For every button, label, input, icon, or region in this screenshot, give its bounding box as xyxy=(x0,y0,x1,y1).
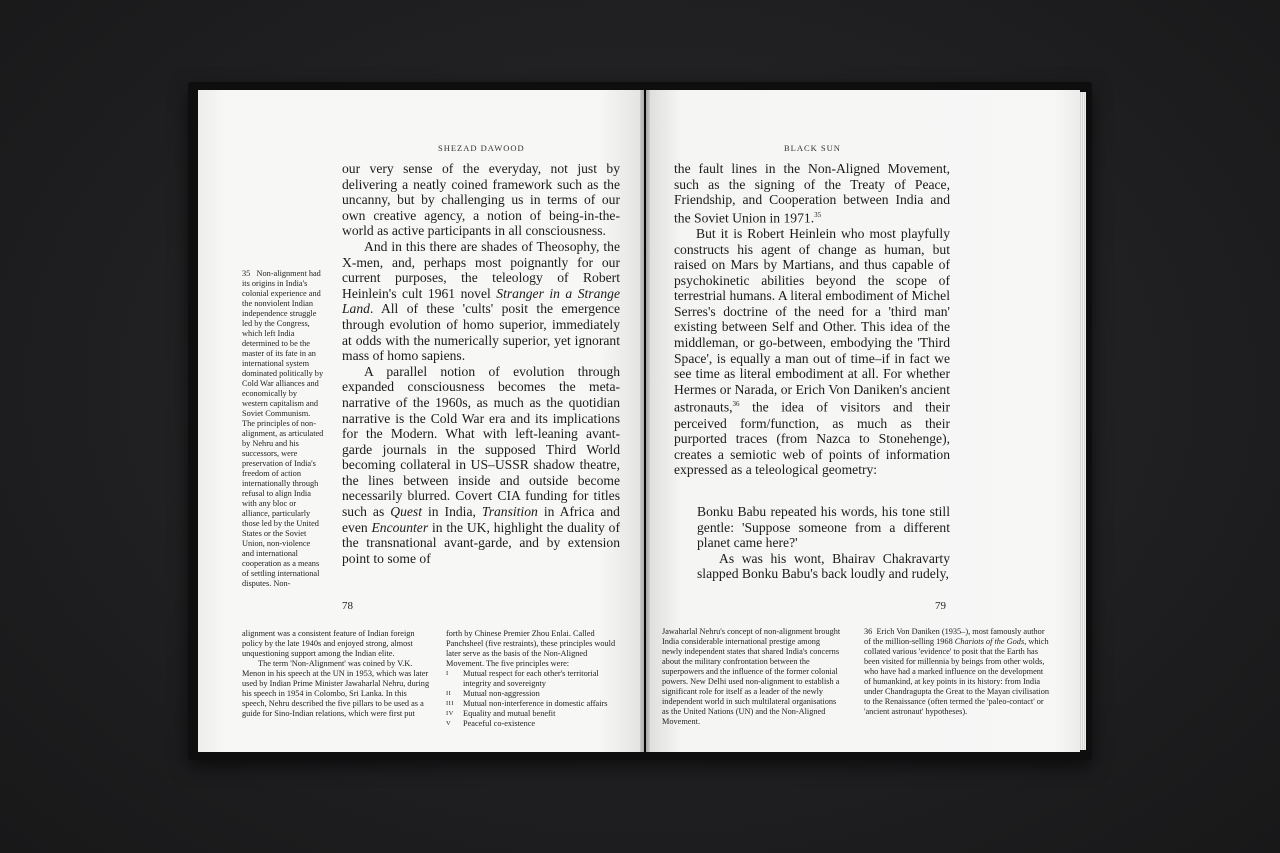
paragraph: the fault lines in the Non-Aligned Movement, such as the signing of the Treaty of Peace, Friendship, and Cooperation between India and the Soviet Union in 1971.35 xyxy=(674,161,950,226)
block-quote xyxy=(697,504,950,582)
page-edges xyxy=(1080,92,1086,750)
list-item: II Mutual non-aggression xyxy=(446,689,540,698)
page-number-right: 79 xyxy=(935,600,946,612)
margin-note-35: 35 Non-alignment had its origins in India's colonial experience and the nonviolent Indian independence struggle led by the Congress, which left India determined to be the master of its fate in an international system dominated politically by Cold War alliances and economically by western capitalism and Soviet Communism. The principles of non-alignment, as articulated by Nehru and his successors, were preservation of India's freedom of action internationally through refusal to align India with any bloc or alliance, particularly those led by the United States or the Soviet Union, non-violence and international cooperation as a means of settling international disputes. Non- xyxy=(242,269,324,588)
running-head-right: BLACK SUN xyxy=(784,143,841,153)
footnote-ref-36: 36 xyxy=(732,400,740,409)
footnote-column-3: Jawaharlal Nehru's concept of non-alignment brought India considerable international prestige among newly independent states that shared India's concerns about the military confrontation between the superpowers and the influence of the former colonial powers. New Delhi used non-alignment to establish a significant role for itself as a leader of the newly independent world in such multilateral organisations as the United Nations (UN) and the Non-Aligned Movement. xyxy=(662,627,841,726)
paragraph: our very sense of the everyday, not just by delivering a neatly coined framework such as the uncanny, but by challenging us in terms of our own creative agency, a notion of being-in-the-world as active participants in all consciousness. xyxy=(342,161,620,239)
footnote-ref-35: 35 xyxy=(814,210,822,219)
note-number: 35 xyxy=(242,269,251,278)
paragraph: And in this there are shades of Theosophy, the X-men, and, perhaps most poignantly for our current purposes, the teleology of Robert Heinlein's cult 1961 novel Stranger in a Strange Land. All of these 'cults' posit the emergence through evolution of homo superior, immediately at odds with the numerically superior, yet ignorant mass of homo sapiens. xyxy=(342,238,620,364)
running-head-left: SHEZAD DAWOOD xyxy=(438,143,525,153)
paragraph: But it is Robert Heinlein who most playfully constructs his agent of change as human, but raised on Mars by Martians, and thus capable of psychokinetic abilities beyond the scope of terrestrial humans. A literal embodiment of Michel Serres's doctrine of the need for a 'third man' existing between Self and Other. This idea of the middleman, or go-between, embodying the 'Third Space', is equally a man out of time–if in fact we see time as literal embodiment at all. For whether Hermes or Narada, or Erich Von Daniken's ancient astronauts,$^{36}$ the idea of visitors and their perceived form/function, as much as their purported traces (from Nazca to Stonehenge), creates a semiotic web of points of information expressed as a teleological geometry: xyxy=(674,225,950,478)
footnote-36: 36 Erich Von Daniken (1935–), most famously author of the million-selling 1968 Chariots of the Gods, which collated various 'evidence' to posit that the Earth has been visited for millennia by beings from other wolds, who have had a marked influence on the development of humankind, at key points in its history: from India under Chandragupta the Great to the Mayan civilisation to the Renaissance (often termed the 'paleo-contact' or 'ancient astronaut' hypotheses). xyxy=(864,627,1050,716)
principles-list xyxy=(446,669,626,729)
book-gutter xyxy=(640,90,650,752)
list-item: V Peaceful co-existence xyxy=(446,719,536,728)
note-number: 36 xyxy=(864,627,873,636)
right-body-text xyxy=(674,161,950,478)
paragraph: A parallel notion of evolution through expanded consciousness becomes the meta-narrative of the 1960s, as much as the quotidian narrative is the Cold War era and its implications for the Modern. What with left-leaning avant-garde journals in the supposed Third World becoming collateral in US–USSR shadow theatre, the lines between inside and outside become necessarily blurred. Covert CIA funding for titles such as Quest in India, Transition in Africa and even Encounter in the UK, highlight the duality of the transnational avant-garde, and by extension point to some of xyxy=(342,363,620,566)
left-body-text xyxy=(342,161,620,566)
list-item: III Mutual non-interference in domestic affairs xyxy=(446,699,608,708)
quote-paragraph: Bonku Babu repeated his words, his tone still gentle: 'Suppose someone from a different planet came here?' xyxy=(697,504,950,551)
footnote-column-2: forth by Chinese Premier Zhou Enlai. Called Panchsheel (five restraints), these principles would later serve as the basis of the Non-Aligned Movement. The five principles were: I Mutual respect for each other's territorial integrity and sovereignty II Mutual non-aggression III Mutual non-interference in domestic affairs IV Equality and mutual benefit V Peaceful co-existence xyxy=(446,629,626,729)
list-item: I Mutual respect for each other's territorial integrity and sovereignty xyxy=(446,669,599,688)
page-number-left: 78 xyxy=(342,600,353,612)
list-item: IV Equality and mutual benefit xyxy=(446,709,556,718)
footnote-column-1: alignment was a consistent feature of Indian foreign policy by the late 1940s and enjoyed strong, almost unquestioning support among the Indian elite. The term 'Non-Alignment' was coined by V.K. Menon in his speech at the UN in 1953, which was later used by Indian Prime Minister Jawaharlal Nehru, during his speech in 1954 in Colombo, Sri Lanka. In this speech, Nehru described the five pillars to be used as a guide for Sino-Indian relations, which were first put xyxy=(242,629,430,718)
quote-paragraph: As was his wont, Bhairav Chakravarty slapped Bonku Babu's back loudly and rudely, xyxy=(697,550,950,582)
